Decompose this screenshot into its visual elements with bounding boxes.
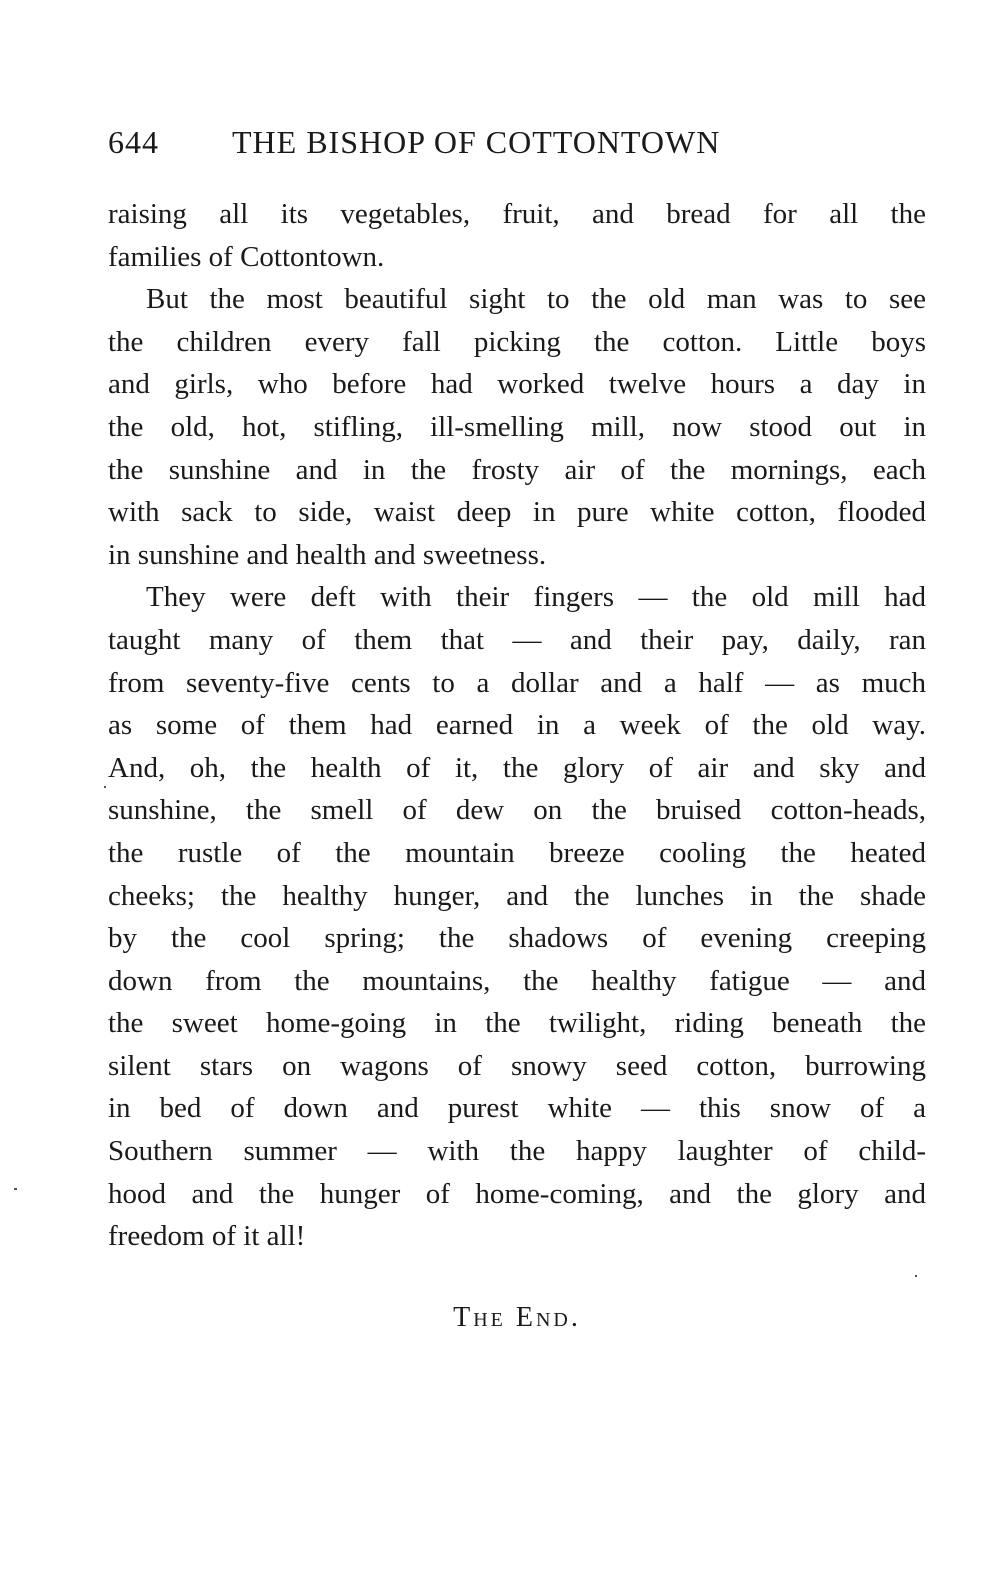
scan-speck <box>104 786 106 788</box>
text-line: freedom of it all! <box>108 1220 306 1253</box>
book-title: THE BISHOP OF COTTONTOWN <box>232 124 721 160</box>
the-end-label: The End. <box>453 1302 581 1333</box>
text-line: with sack to side, waist deep in pure white cotton, flooded <box>108 496 926 529</box>
text-line: as some of them had earned in a week of the old way. <box>108 709 926 742</box>
running-head <box>108 124 926 170</box>
text-line: the rustle of the mountain breeze cooling the heated <box>108 836 926 869</box>
text-line: But the most beautiful sight to the old man was to see <box>146 283 926 316</box>
text-line: families of Cottontown. <box>108 240 385 273</box>
text-line: the old, hot, stifling, ill-smelling mill, now stood out in <box>108 410 926 443</box>
text-line: cheeks; the healthy hunger, and the lunches in the shade <box>108 879 926 912</box>
scan-speck <box>14 1188 17 1190</box>
text-line: from seventy-five cents to a dollar and a half — as much <box>108 666 926 699</box>
text-line: the sunshine and in the frosty air of the mornings, each <box>108 453 926 486</box>
text-line: hood and the hunger of home-coming, and the glory and <box>108 1177 926 1210</box>
text-line: silent stars on wagons of snowy seed cotton, burrowing <box>108 1049 926 1082</box>
page-number: 644 <box>108 124 159 160</box>
text-line: They were deft with their fingers — the old mill had <box>146 581 926 614</box>
text-line: by the cool spring; the shadows of evening creeping <box>108 922 926 955</box>
text-line: raising all its vegetables, fruit, and bread for all the <box>108 198 926 230</box>
text-line: sunshine, the smell of dew on the bruised cotton-heads, <box>108 794 926 827</box>
text-line: Southern summer — with the happy laughter of child- <box>108 1135 926 1168</box>
text-line: in sunshine and health and sweetness. <box>108 538 547 571</box>
text-line: in bed of down and purest white — this snow of a <box>108 1092 926 1125</box>
text-line: and girls, who before had worked twelve hours a day in <box>108 368 926 401</box>
text-line: And, oh, the health of it, the glory of air and sky and <box>108 751 926 784</box>
scan-speck <box>915 1275 917 1277</box>
body-text <box>108 193 926 1258</box>
text-line: taught many of them that — and their pay, daily, ran <box>108 623 926 656</box>
text-line: the sweet home-going in the twilight, riding beneath the <box>108 1007 926 1040</box>
text-line: the children every fall picking the cotton. Little boys <box>108 325 926 358</box>
text-line: down from the mountains, the healthy fatigue — and <box>108 964 926 997</box>
